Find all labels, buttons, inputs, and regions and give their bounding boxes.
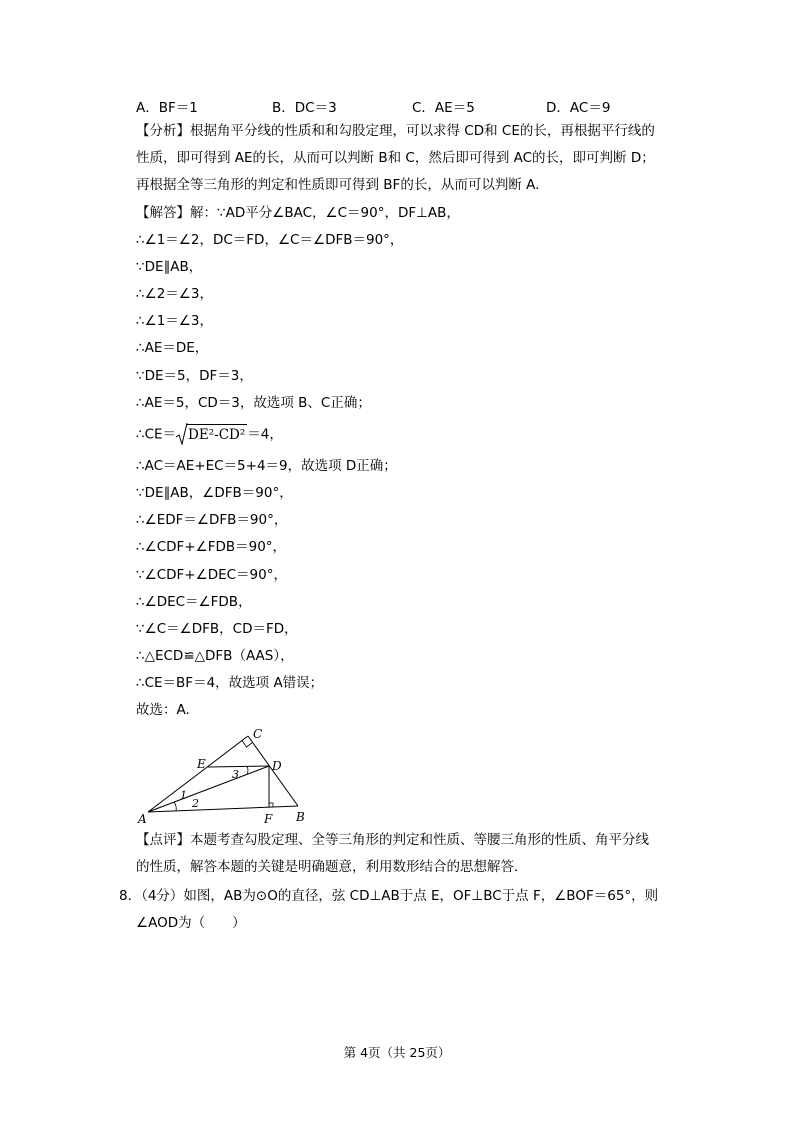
segment-ab <box>148 806 298 812</box>
question-8-line-1: 8．（4分）如图，AB为⊙O的直径，弦 CD⊥AB于点 E，OF⊥BC于点 F，∠BOF＝65°，则 <box>119 888 659 904</box>
page-number: 第 4页（共 25页） <box>343 1045 451 1060</box>
solution-line-19: 故选：A. <box>136 702 190 718</box>
solution-line-2: ∴∠1＝∠2，DC＝FD，∠C＝∠DFB＝90°， <box>136 232 404 248</box>
solution-line-4: ∴∠2＝∠3， <box>136 286 213 302</box>
solution-line-3: ∵DE∥AB， <box>136 259 203 275</box>
solution-line-11: ∵DE∥AB，∠DFB＝90°， <box>136 485 293 501</box>
right-angle-f <box>269 803 273 807</box>
ce-suffix: ＝4， <box>247 426 283 443</box>
solution-line-18: ∴CE＝BF＝4，故选项 A错误； <box>136 675 324 691</box>
solution-line-16: ∵∠C＝∠DFB，CD＝FD， <box>136 621 298 637</box>
analysis-line-3: 再根据全等三角形的判定和性质即可得到 BF的长，从而可以判断 A. <box>136 177 540 193</box>
analysis-line-2: 性质，即可得到 AE的长，从而可以判断 B和 C，然后即可得到 AC的长，即可判断 D； <box>136 150 655 166</box>
option-d: D．AC＝9 <box>546 100 611 116</box>
solution-line-14: ∵∠CDF+∠DEC＝90°， <box>136 567 287 583</box>
solution-line-5: ∴∠1＝∠3， <box>136 313 213 329</box>
solution-line-12: ∴∠EDF＝∠DFB＝90°， <box>136 512 288 528</box>
label-e: E <box>197 757 206 771</box>
radicand: DE²-CD² <box>186 424 247 445</box>
ce-prefix: ∴CE＝ <box>136 426 177 443</box>
solution-line-10: ∴AC＝AE+EC＝5+4＝9，故选项 D正确； <box>136 458 397 474</box>
solution-line-17: ∴△ECD≌△DFB（AAS）， <box>136 648 294 664</box>
solution-line-8: ∴AE＝5，CD＝3，故选项 B、C正确； <box>136 395 371 411</box>
solution-line-9 <box>136 424 283 445</box>
option-c: C．AE＝5 <box>412 100 475 116</box>
label-c: C <box>253 727 263 741</box>
label-angle-3: 3 <box>232 768 239 781</box>
solution-line-13: ∴∠CDF+∠FDB＝90°， <box>136 539 287 555</box>
question-8-line-2: ∠AOD为（ ） <box>136 915 246 931</box>
comment-line-2: 的性质，解答本题的关键是明确题意，利用数形结合的思想解答. <box>136 859 519 875</box>
label-a: A <box>138 812 147 824</box>
square-root <box>176 424 247 445</box>
label-f: F <box>264 812 273 824</box>
angle-arc-3 <box>247 767 248 775</box>
label-angle-2: 2 <box>192 797 199 810</box>
solution-line-6: ∴AE＝DE， <box>136 340 209 356</box>
solution-line-7: ∵DE＝5，DF＝3， <box>136 368 253 384</box>
comment-line-1: 【点评】本题考查勾股定理、全等三角形的判定和性质、等腰三角形的性质、角平分线 <box>136 832 649 848</box>
option-b: B．DC＝3 <box>272 100 337 116</box>
geometry-figure <box>136 726 316 824</box>
label-d: D <box>272 759 282 773</box>
label-angle-1: 1 <box>180 789 187 802</box>
solution-line-15: ∴∠DEC＝∠FDB， <box>136 594 252 610</box>
right-angle-c <box>242 741 253 748</box>
angle-arc-1 <box>174 802 176 811</box>
segment-ed <box>208 766 269 767</box>
segment-ad <box>148 766 269 812</box>
triangle-diagram <box>136 726 316 824</box>
analysis-line-1: 【分析】根据角平分线的性质和和勾股定理，可以求得 CD和 CE的长，再根据平行线的 <box>136 123 655 139</box>
solution-line-1: 【解答】解：∵AD平分∠BAC，∠C＝90°，DF⊥AB， <box>136 205 460 221</box>
label-b: B <box>296 810 305 824</box>
option-a: A．BF＝1 <box>136 100 198 116</box>
